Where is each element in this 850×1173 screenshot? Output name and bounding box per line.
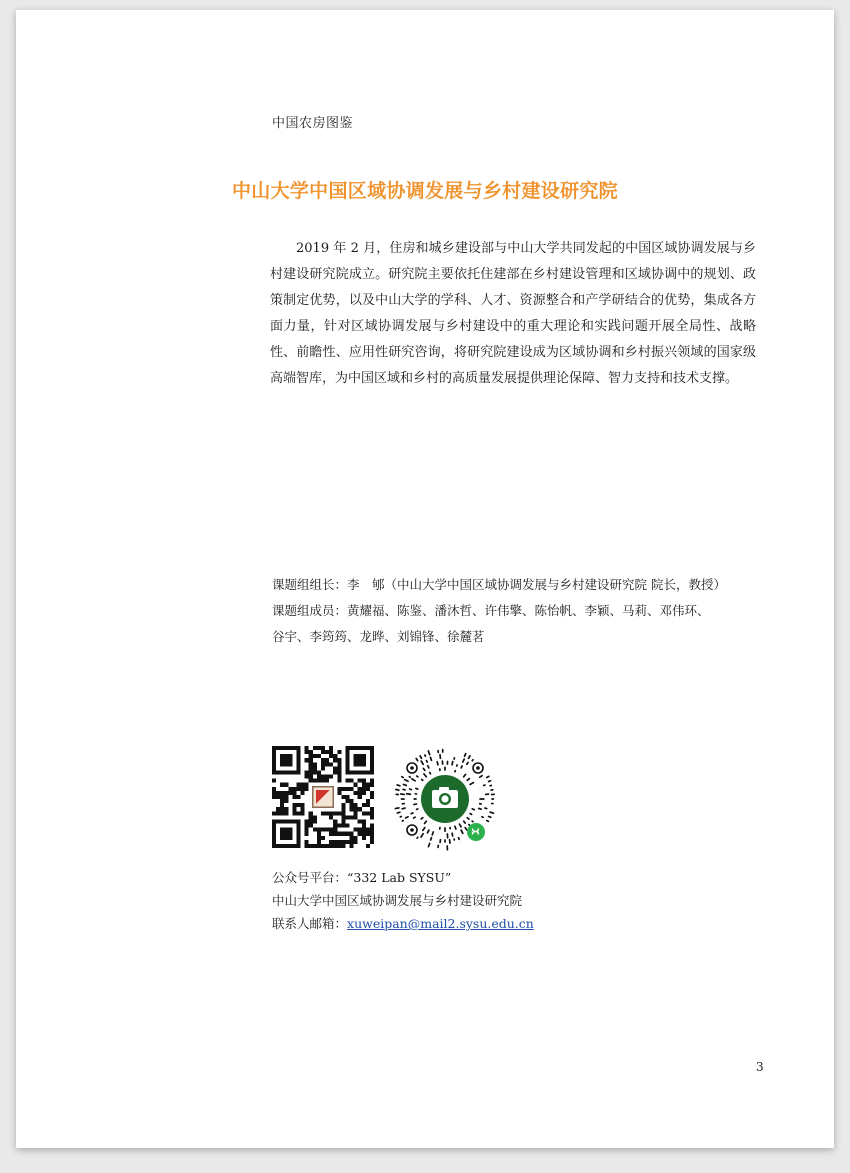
wechat-account: 公众号平台：“332 Lab SYSU” <box>272 870 452 885</box>
email-row <box>272 912 534 935</box>
mini-program-code-icon <box>392 746 498 852</box>
camera-icon <box>432 787 458 808</box>
members-label: 课题组成员： <box>272 603 348 618</box>
contact-info <box>272 866 534 935</box>
team-leader-row <box>272 572 792 598</box>
page-number: 3 <box>756 1060 764 1074</box>
page-title: 中山大学中国区域协调发展与乡村建设研究院 <box>231 180 618 202</box>
email-link[interactable]: xuweipan@mail2.sysu.edu.cn <box>347 916 534 931</box>
team-members-row-continued <box>272 624 792 650</box>
qr-code-icon <box>272 746 374 848</box>
mini-program-badge-icon <box>467 823 485 841</box>
members-line-2: 谷宇、李筠筠、龙晔、刘锦锋、徐麓茗 <box>272 629 485 644</box>
running-header: 中国农房图鉴 <box>272 116 354 131</box>
leader-note: （中山大学中国区域协调发展与乡村建设研究院 院长，教授） <box>384 577 727 592</box>
email-label: 联系人邮箱： <box>272 916 348 931</box>
leader-name: 李 郇 <box>347 577 385 592</box>
leader-label: 课题组组长： <box>272 577 348 592</box>
team-members-row <box>272 598 792 624</box>
institute-description <box>270 236 756 392</box>
members-line-1: 黄耀福、陈鉴、潘沐哲、许伟擎、陈怡帆、李颖、马莉、邓伟环、 <box>347 603 710 618</box>
description-paragraph: 2019 年 2 月，住房和城乡建设部与中山大学共同发起的中国区域协调发展与乡村建设研究院成立。研究院主要依托住建部在乡村建设管理和区域协调中的规划、政策制定优势，以及中山大学的学科、人才、资源整合和产学研结合的优势，集成各方面力量，针对区域协调发展与乡村建设中的重大理论和实践问题开展全局性、战略性、前瞻性、应用性研究咨询，将研究院建设成为区域协调和乡村振兴领域的国家级高端智库，为中国区域和乡村的高质量发展提供理论保障、智力支持和技术支撑。 <box>270 241 756 386</box>
team-list <box>272 572 792 650</box>
institute-name: 中山大学中国区域协调发展与乡村建设研究院 <box>272 893 523 908</box>
